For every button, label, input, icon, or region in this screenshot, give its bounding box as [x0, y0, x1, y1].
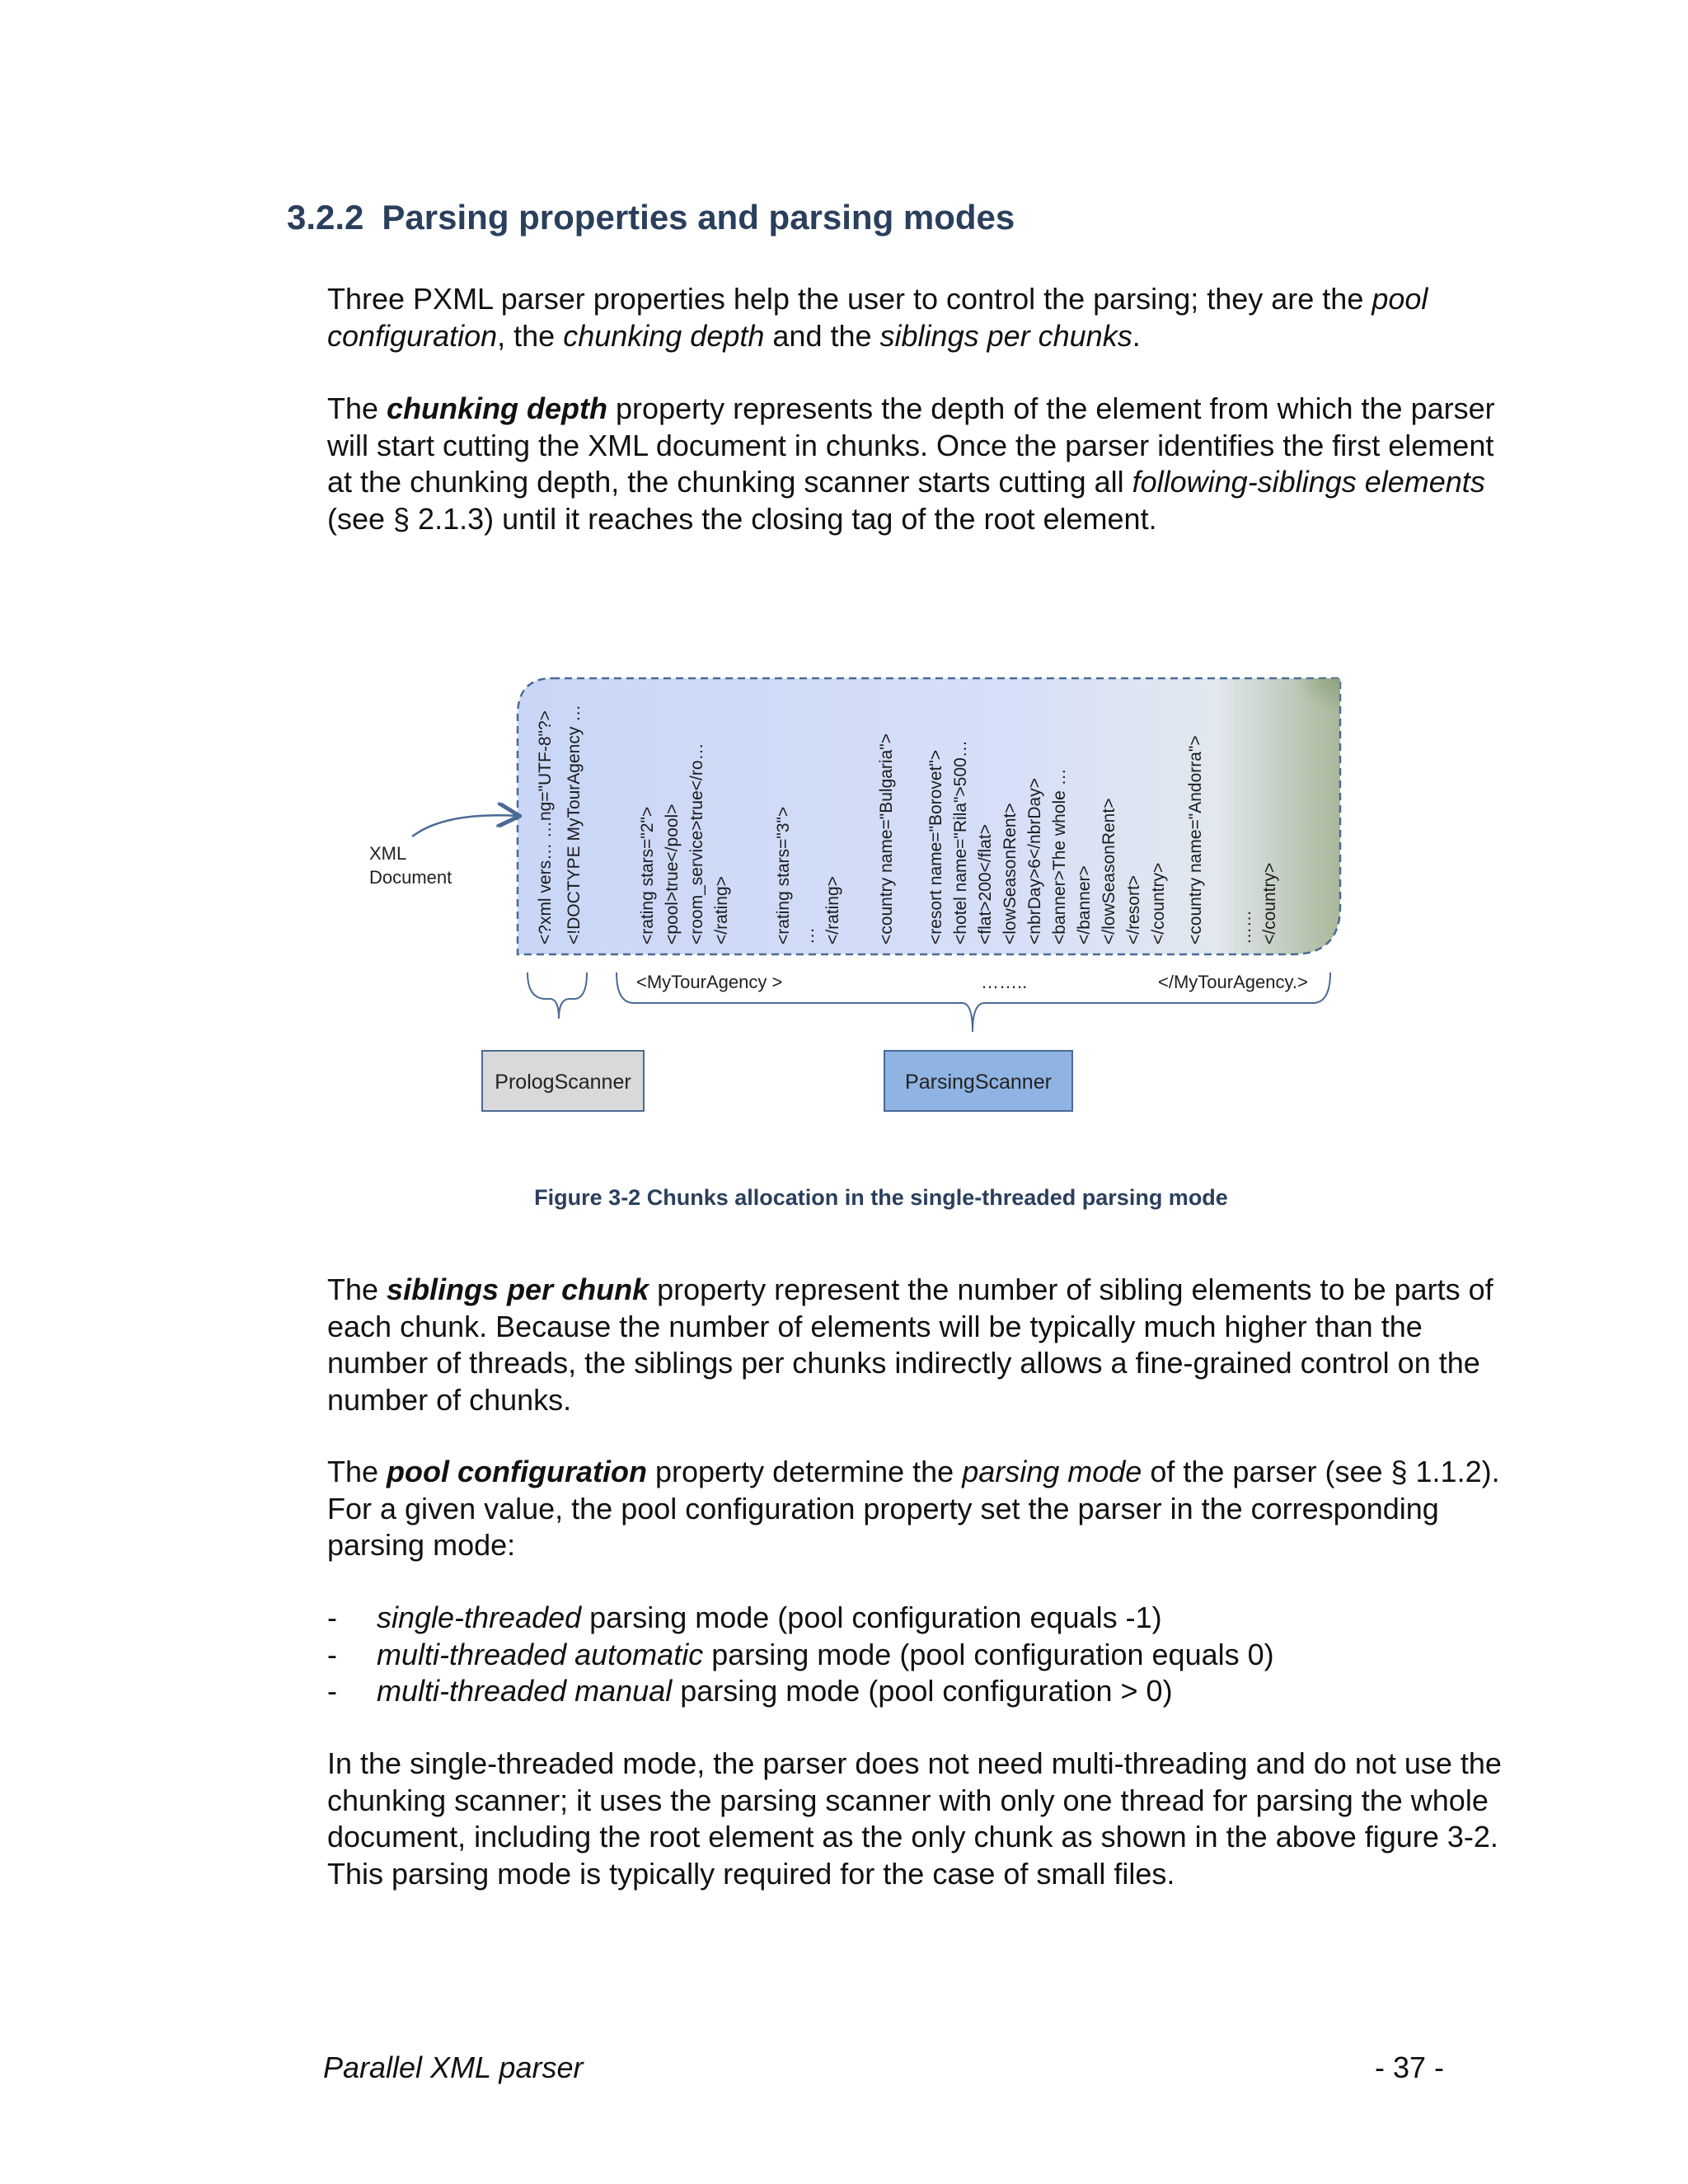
section-title: Parsing properties and parsing modes [382, 198, 1015, 237]
footer-title: Parallel XML parser [323, 2050, 584, 2084]
text-run: (see § 2.1.3) until it reaches the closing tag of the root element. [327, 501, 1157, 536]
xml-tag-label: </resort> [1124, 874, 1143, 944]
list-item [327, 1600, 1274, 1637]
xml-tag-label: <banner>The whole … [1050, 768, 1069, 944]
xml-document-arrow [412, 815, 518, 837]
xml-tag-label: </rating> [823, 876, 842, 944]
xml-tag-label: </country> [1260, 862, 1279, 944]
caption-label: Figure 3-2 [534, 1185, 641, 1210]
root-ellipsis: …….. [981, 972, 1028, 992]
italic-run: parsing mode [962, 1455, 1142, 1488]
italic-run: following-siblings elements [1132, 465, 1485, 499]
root-close-tag: </MyTourAgency.> [1158, 972, 1308, 992]
text-run: Three PXML parser properties help the user to control the parsing; they are the [327, 282, 1372, 316]
list-item [327, 1637, 1274, 1674]
paragraph-pool-configuration [327, 1454, 1522, 1564]
xml-tag-label: <rating stars="2"> [638, 806, 657, 944]
list-dash: - [327, 1601, 337, 1634]
xml-tag-label: <!DOCTYPE MyTourAgency … [565, 704, 584, 944]
xml-tag-label: <pool>true</pool> [663, 804, 682, 944]
text-run: . [1132, 318, 1141, 353]
xml-tag-label: <resort name="Borovet"> [926, 749, 945, 944]
text-run: property determine the [647, 1455, 963, 1488]
italic-run: chunking depth [563, 318, 765, 353]
section-number: 3.2.2 [287, 198, 364, 237]
mode-name: multi-threaded automatic [377, 1637, 704, 1671]
xml-tag-label: </lowSeasonRent> [1100, 798, 1118, 944]
text-run: , the [497, 318, 564, 353]
text-run: property represent the number of sibling elements to be parts of each chunk. Because the number of elements will be typically much higher than the number of threads, the siblings per chunks indirectly allows a fine-grained control on the number of chunks. [327, 1272, 1493, 1417]
mode-name: multi-threaded manual [377, 1674, 673, 1708]
figure-caption [0, 1185, 1688, 1211]
mode-description: parsing mode (pool configuration equals -1) [581, 1601, 1162, 1634]
xml-tag-label: </banner> [1075, 865, 1094, 944]
xml-tag-label: <country name="Andorra"> [1186, 735, 1205, 944]
text-run: The [327, 1455, 387, 1488]
xml-document-label-2: Document [369, 867, 452, 888]
prolog-brace [528, 972, 587, 1019]
xml-tag-label: <country name="Bulgaria"> [877, 733, 896, 944]
text-run: The [327, 391, 387, 425]
xml-tag-label: </rating> [712, 876, 731, 944]
prolog-scanner-label: PrologScanner [495, 1071, 631, 1094]
caption-text: Chunks allocation in the single-threaded parsing mode [646, 1185, 1228, 1210]
mode-description: parsing mode (pool configuration equals 0) [703, 1637, 1274, 1671]
mode-description: parsing mode (pool configuration > 0) [672, 1674, 1173, 1708]
page-number: - 37 - [1375, 2050, 1445, 2084]
parsing-mode-list [327, 1600, 1274, 1710]
parsing-scanner-label: ParsingScanner [905, 1071, 1052, 1094]
xml-document-label-1: XML [369, 843, 407, 864]
paragraph-siblings-per-chunk [327, 1272, 1522, 1418]
list-dash: - [327, 1637, 337, 1671]
text-run: and the [764, 318, 880, 353]
xml-tag-label: <flat>200</flat> [976, 824, 995, 944]
mode-name: single-threaded [377, 1601, 582, 1634]
xml-tag-label: <rating stars="3"> [774, 806, 793, 944]
italic-run: pool configuration [327, 282, 1428, 353]
xml-tag-label: …… [1236, 910, 1254, 944]
list-item [327, 1673, 1274, 1710]
xml-tag-label: <lowSeasonRent> [1001, 803, 1020, 944]
root-open-tag: <MyTourAgency > [636, 972, 783, 992]
text-run: property represents the depth of the element from which the parser will start cutting the XML document in chunks. Once the parser identifies the first element at the chunking depth, the chunking scanner starts cutting all [327, 391, 1495, 499]
bold-italic-term: pool configuration [387, 1455, 647, 1488]
text-run: The [327, 1272, 387, 1306]
xml-tag-label: <room_service>true</ro… [687, 743, 706, 944]
paragraph-single-threaded: In the single-threaded mode, the parser does not need multi-threading and do not use the chunking scanner; it uses the parsing scanner with only one thread for parsing the whole document, including the root element as the only chunk as shown in the above figure 3-2. This parsing mode is typically required for the case of small files. [327, 1746, 1502, 1891]
italic-run: siblings per chunks [879, 318, 1132, 353]
bold-italic-term: siblings per chunk [387, 1272, 649, 1306]
xml-tag-label: … [799, 927, 818, 944]
text-run: of the parser (see § 1.1.2). For a given value, the pool configuration property set the parser in the corresponding parsing mode: [327, 1455, 1500, 1562]
xml-tag-label: <nbrDay>6</nbrDay> [1025, 778, 1044, 944]
xml-tag-label: <?xml vers… …ng="UTF-8"?> [536, 710, 555, 944]
bold-italic-term: chunking depth [387, 391, 608, 425]
list-dash: - [327, 1674, 337, 1708]
xml-tag-label: </country> [1149, 862, 1168, 944]
xml-tag-label: <hotel name="Rila">500… [951, 740, 970, 944]
